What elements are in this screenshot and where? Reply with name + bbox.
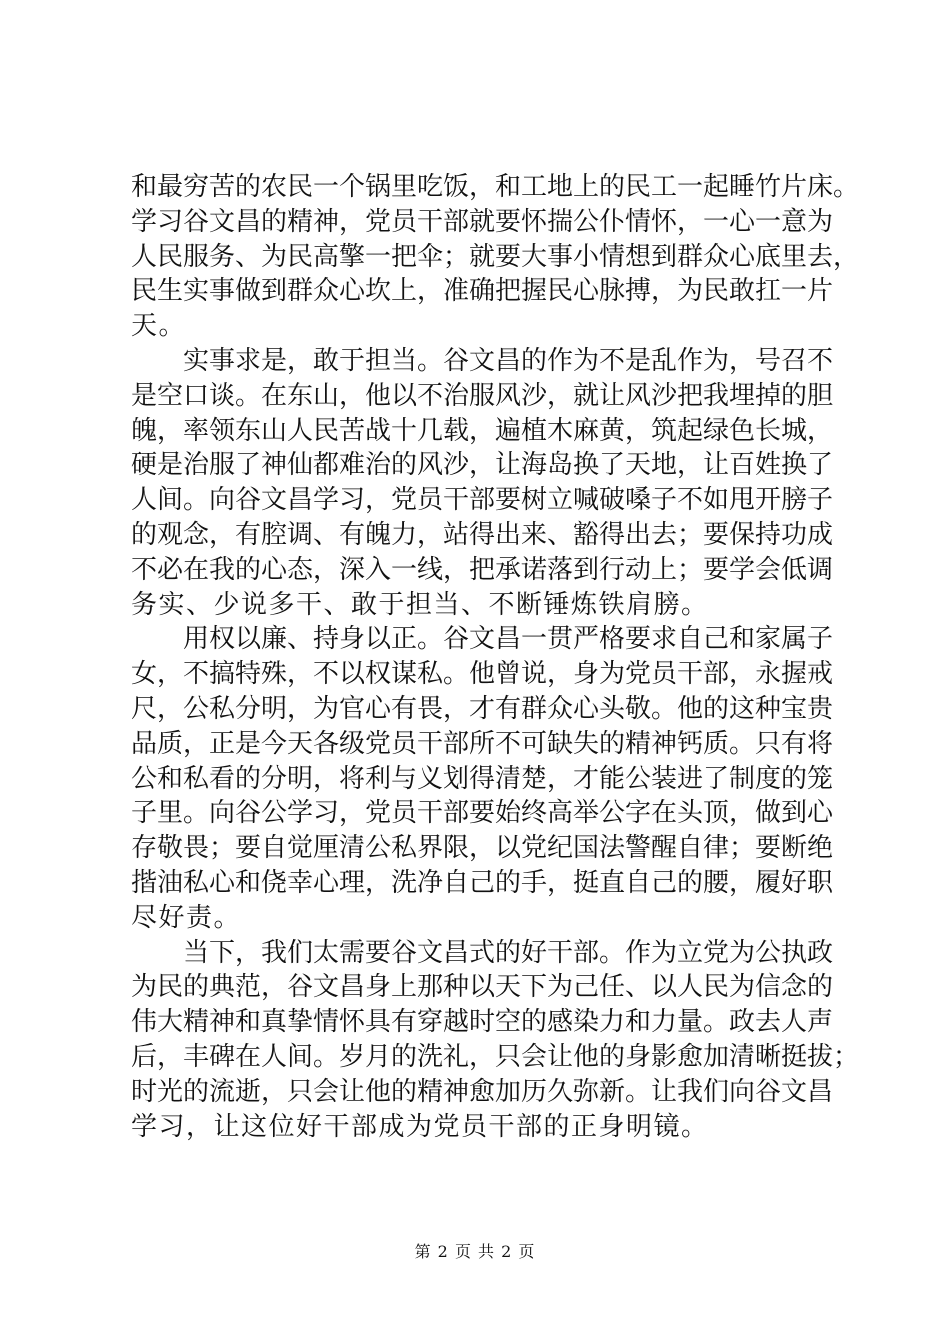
text-line: 为民的典范，谷文昌身上那种以天下为己任、以人民为信念的 (131, 972, 834, 1003)
text-line: 魄，率领东山人民苦战十几载，遍植木麻黄，筑起绿色长城， (131, 415, 834, 446)
text-line: 学习谷文昌的精神，党员干部就要怀揣公仆情怀，一心一意为 (131, 206, 834, 237)
text-line: 伟大精神和真挚情怀具有穿越时空的感染力和力量。政去人声 (131, 1007, 834, 1038)
text-line: 天。 (131, 311, 187, 342)
text-line: 硬是治服了神仙都难治的风沙，让海岛换了天地，让百姓换了 (131, 450, 834, 481)
text-line: 民生实事做到群众心坎上，准确把握民心脉搏，为民敢扛一片 (131, 276, 834, 307)
text-line: 后，丰碑在人间。岁月的洗礼，只会让他的身影愈加清晰挺拔； (131, 1041, 860, 1072)
text-line: 不必在我的心态，深入一线，把承诺落到行动上；要学会低调 (131, 554, 834, 585)
text-line: 存敬畏；要自觉厘清公私界限，以党纪国法警醒自律；要断绝 (131, 833, 834, 864)
text-line: 和最穷苦的农民一个锅里吃饭，和工地上的民工一起睡竹片床。 (131, 172, 860, 202)
text-line: 学习，让这位好干部成为党员干部的正身明镜。 (131, 1111, 709, 1142)
text-line: 是空口谈。在东山，他以不治服风沙，就让风沙把我埋掉的胆 (131, 380, 834, 411)
text-line: 子里。向谷公学习，党员干部要始终高举公字在头顶，做到心 (131, 798, 834, 829)
text-line: 时光的流逝，只会让他的精神愈加历久弥新。让我们向谷文昌 (131, 1076, 834, 1107)
text-line: 的观念，有腔调、有魄力，站得出来、豁得出去；要保持功成 (131, 519, 834, 550)
text-line: 揩油私心和侥幸心理，洗净自己的手，挺直自己的腰，履好职 (131, 867, 834, 898)
text-line: 人民服务、为民高擎一把伞；就要大事小情想到群众心底里去， (131, 241, 860, 272)
document-body (131, 170, 860, 1144)
text-line: 品质，正是今天各级党员干部所不可缺失的精神钙质。只有将 (131, 728, 834, 759)
text-line: 实事求是，敢于担当。谷文昌的作为不是乱作为，号召不 (131, 345, 834, 376)
text-line: 务实、少说多干、敢于担当、不断锤炼铁肩膀。 (131, 589, 709, 620)
text-line: 尽好责。 (131, 902, 242, 933)
text-line: 女，不搞特殊，不以权谋私。他曾说，身为党员干部，永握戒 (131, 659, 834, 690)
text-line: 公和私看的分明，将利与义划得清楚，才能公装进了制度的笼 (131, 763, 834, 794)
text-line: 尺，公私分明，为官心有畏，才有群众心头敬。他的这种宝贵 (131, 693, 834, 724)
page-number-footer: 第 2 页 共 2 页 (414, 1242, 536, 1261)
text-line: 人间。向谷文昌学习，党员干部要树立喊破嗓子不如甩开膀子 (131, 485, 834, 516)
text-line: 用权以廉、持身以正。谷文昌一贯严格要求自己和家属子 (131, 624, 834, 655)
text-line: 当下，我们太需要谷文昌式的好干部。作为立党为公执政 (131, 937, 834, 968)
